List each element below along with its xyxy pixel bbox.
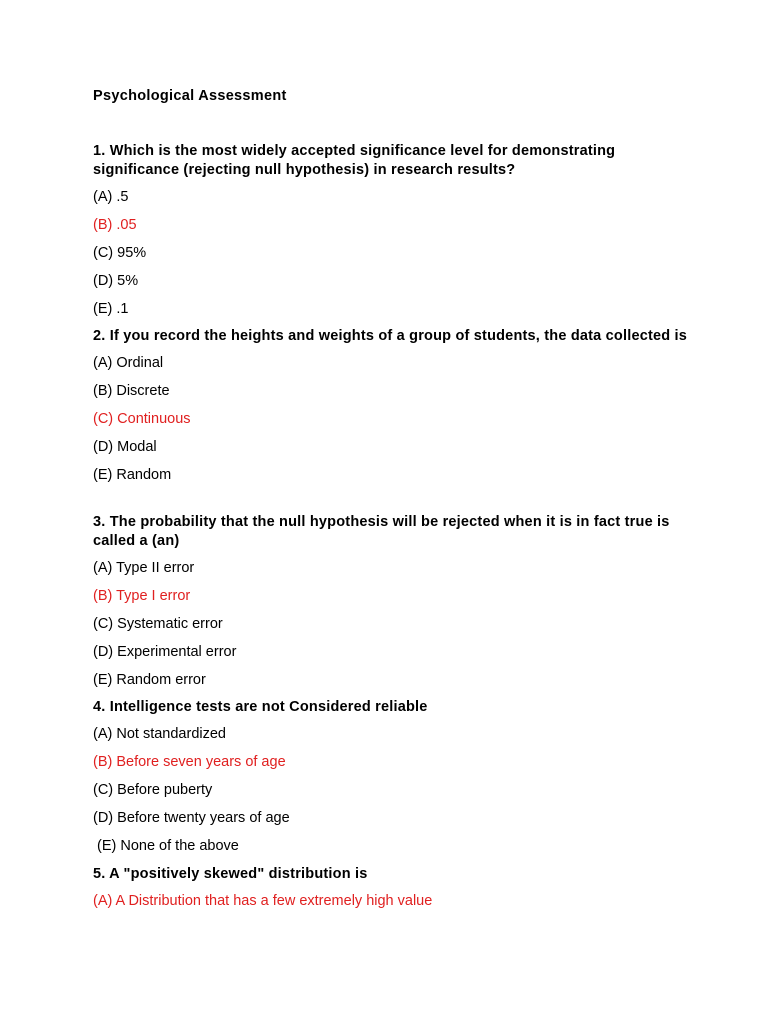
option-d: (D) Experimental error (93, 644, 237, 660)
option-d: (D) 5% (93, 273, 139, 289)
option-a: (A) Type II error (93, 560, 195, 576)
question-text: 2. If you record the heights and weights of a group of students, the data collected is (93, 328, 688, 344)
option-d: (D) Modal (93, 439, 157, 455)
question-3 (93, 513, 693, 699)
option-e: (E) None of the above (97, 838, 239, 854)
question-text: 1. Which is the most widely accepted significance level for demonstrating significance (rejecting null hypothesis) in research results? (93, 143, 616, 178)
option-a: (A) Not standardized (93, 726, 226, 742)
option-d: (D) Before twenty years of age (93, 810, 290, 826)
question-text: 4. Intelligence tests are not Considered reliable (93, 699, 428, 715)
option-c: (C) Before puberty (93, 782, 213, 798)
option-a-correct: (A) A Distribution that has a few extremely high value (93, 893, 433, 909)
question-text: 3. The probability that the null hypothesis will be rejected when it is in fact true is called a (an) (93, 514, 670, 549)
option-a: (A) .5 (93, 189, 129, 205)
question-5 (93, 865, 693, 920)
option-b-correct: (B) .05 (93, 217, 137, 233)
option-c: (C) Systematic error (93, 616, 223, 632)
option-c-correct: (C) Continuous (93, 411, 191, 427)
question-text: 5. A "positively skewed" distribution is (93, 866, 368, 882)
option-c: (C) 95% (93, 245, 147, 261)
question-4 (93, 698, 693, 865)
option-a: (A) Ordinal (93, 355, 164, 371)
option-e: (E) Random (93, 467, 172, 483)
option-b: (B) Discrete (93, 383, 170, 399)
option-e: (E) .1 (93, 301, 129, 317)
option-b-correct: (B) Type I error (93, 588, 191, 604)
document-title: Psychological Assessment (93, 88, 287, 104)
question-1 (93, 142, 693, 328)
question-2 (93, 327, 693, 494)
option-e: (E) Random error (93, 672, 206, 688)
option-b-correct: (B) Before seven years of age (93, 754, 286, 770)
